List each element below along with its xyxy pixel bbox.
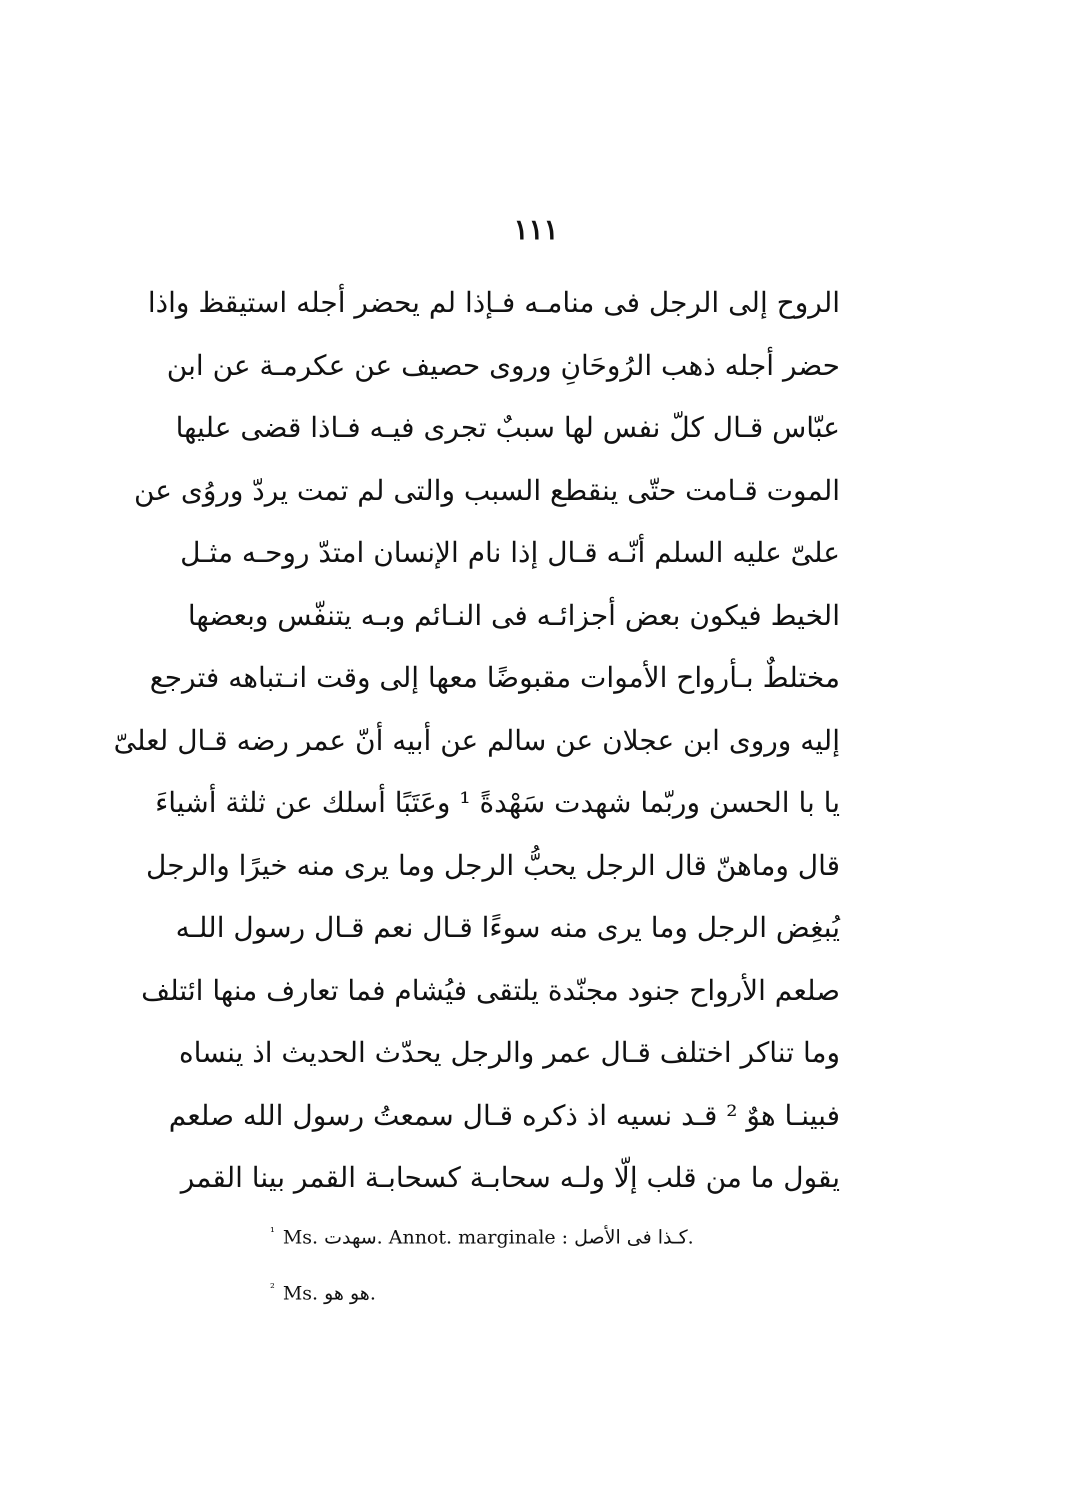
footnotes [270,1218,740,1330]
text-line: يُبغِض الرجل وما يرى منه سوءًا قـال نعم قـال رسول اللـه [175,911,840,944]
footnote [270,1274,740,1330]
text-line: إليه وروى ابن عجلان عن سالم عن أبيه أنّ عمر رضه قـال لعلىّ [113,723,840,757]
footnote-mark: ² [270,1281,275,1295]
text-line: وما تناكر اختلف قـال عمر والرجل يحدّث الحديث اذ ينساه [178,1036,840,1069]
text-line: حضر أجله ذهب الرُوحَانِ وروى حصيف عن عكرمـة عن ابن [166,348,840,382]
text-line: صلعم الأرواح جنود مجنّدة يلتقى فيُشام فما تعارف منها ائتلف [141,973,840,1007]
text-line: الخيط فيكون بعض أجزائـه فى النـائم وبـه يتنفّس وبعضها [187,598,840,632]
text-line: مختلطٌ بـأرواح الأموات مقبوضًا معها إلى وقت انـتباهه فترجع [149,661,840,694]
text-line: الروح إلى الرجل فى منامـه فـإذا لم يحضر أجله استيقظ واذا [147,286,840,319]
footnote-mark: ¹ [270,1225,275,1239]
footnote-text: Ms. سهدت. Annot. marginale : كـذا فى الأصل. [282,1226,694,1249]
text-line: قال وماهنّ قال الرجل يحبُّ الرجل وما يرى منه خيرًا والرجل [145,848,840,882]
text-line: فبينـا هوٌ ² قـد نسيه اذ ذكره قـال سمعتُ رسول الله صلعم [168,1098,840,1132]
text-line: الموت قـامت حتّى ينقطع السبب والتى لم تمت يردّ وروُى عن [133,473,840,507]
footnote-text: Ms. هو هو. [282,1282,376,1305]
text-line: يقول ما من قلب إلّا ولـه سحابـة كسحابـة القمر بينا القمر [180,1161,840,1194]
text-line: عبّاس قـال كلّ نفس لها سببٌ تجرى فيـه فـاذا قضى عليها [175,411,840,444]
page-number: ١١١ [513,213,559,246]
body-text [113,272,840,1210]
text-line: يا با الحسن وربّما شهدت سَهْدةً ¹ وعَتَبًا أسلك عن ثلثة أشياءَ [155,786,840,819]
footnote [270,1218,740,1274]
text-line: علىّ عليه السلم أنّـه قـال إذا نام الإنسان امتدّ روحـه مثـل [180,536,840,569]
